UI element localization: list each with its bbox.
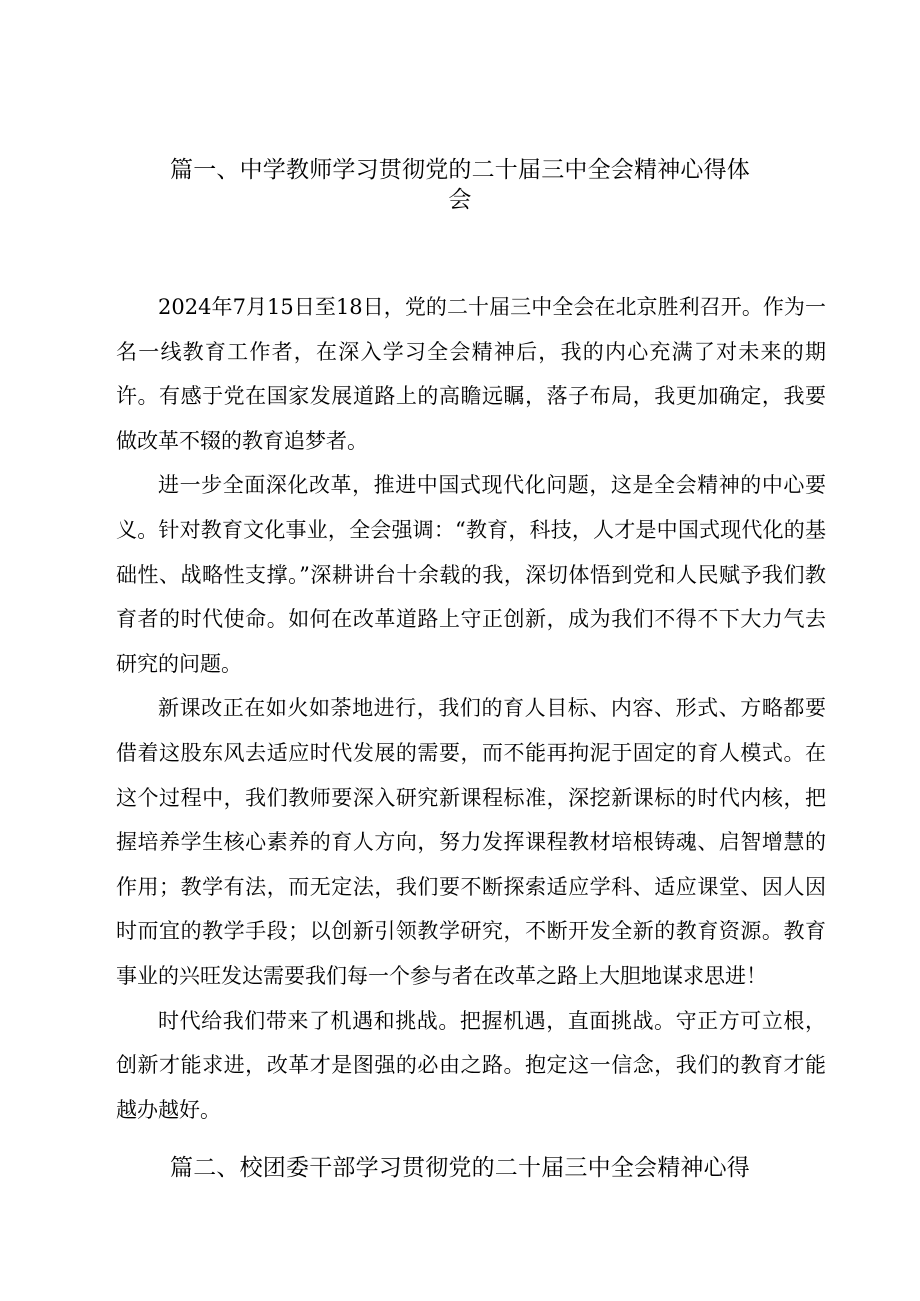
section-1-title: 篇一、中学教师学习贯彻党的二十届三中全会精神心得体会 <box>170 157 750 213</box>
paragraph: 新课改正在如火如荼地进行，我们的育人目标、内容、形式、方略都要借着这股东风去适应时代发展的需要，而不能再拘泥于固定的育人模式。在这个过程中，我们教师要深入研究新课程标准，深挖新课标的时代内核，把握培养学生核心素养的育人方向，努力发挥课程教材培根铸魂、启智增慧的作用；教学有法，而无定法，我们要不断探索适应学科、适应课堂、因人因时而宜的教学手段；以创新引领教学研究，不断开发全新的教育资源。教育事业的兴旺发达需要我们每一个参与者在改革之路上大胆地谋求思进！ <box>116 696 826 988</box>
section-2-title: 篇二、校团委干部学习贯彻党的二十届三中全会精神心得 <box>170 1155 750 1181</box>
paragraph: 2024年7月15日至18日，党的二十届三中全会在北京胜利召开。作为一名一线教育工作者，在深入学习全会精神后，我的内心充满了对未来的期许。有感于党在国家发展道路上的高瞻远瞩，落子布局，我更加确定，我要做改革不辍的教育追梦者。 <box>116 295 826 453</box>
section-1-body <box>116 285 826 1132</box>
paragraph: 时代给我们带来了机遇和挑战。把握机遇，直面挑战。守正方可立根，创新才能求进，改革才是图强的必由之路。抱定这一信念，我们的教育才能越办越好。 <box>116 1008 826 1122</box>
paragraph: 进一步全面深化改革，推进中国式现代化问题，这是全会精神的中心要义。针对教育文化事业，全会强调：“教育，科技，人才是中国式现代化的基础性、战略性支撑。”深耕讲台十余载的我，深切体悟到党和人民赋予我们教育者的时代使命。如何在改革道路上守正创新，成为我们不得不下大力气去研究的问题。 <box>116 473 826 676</box>
